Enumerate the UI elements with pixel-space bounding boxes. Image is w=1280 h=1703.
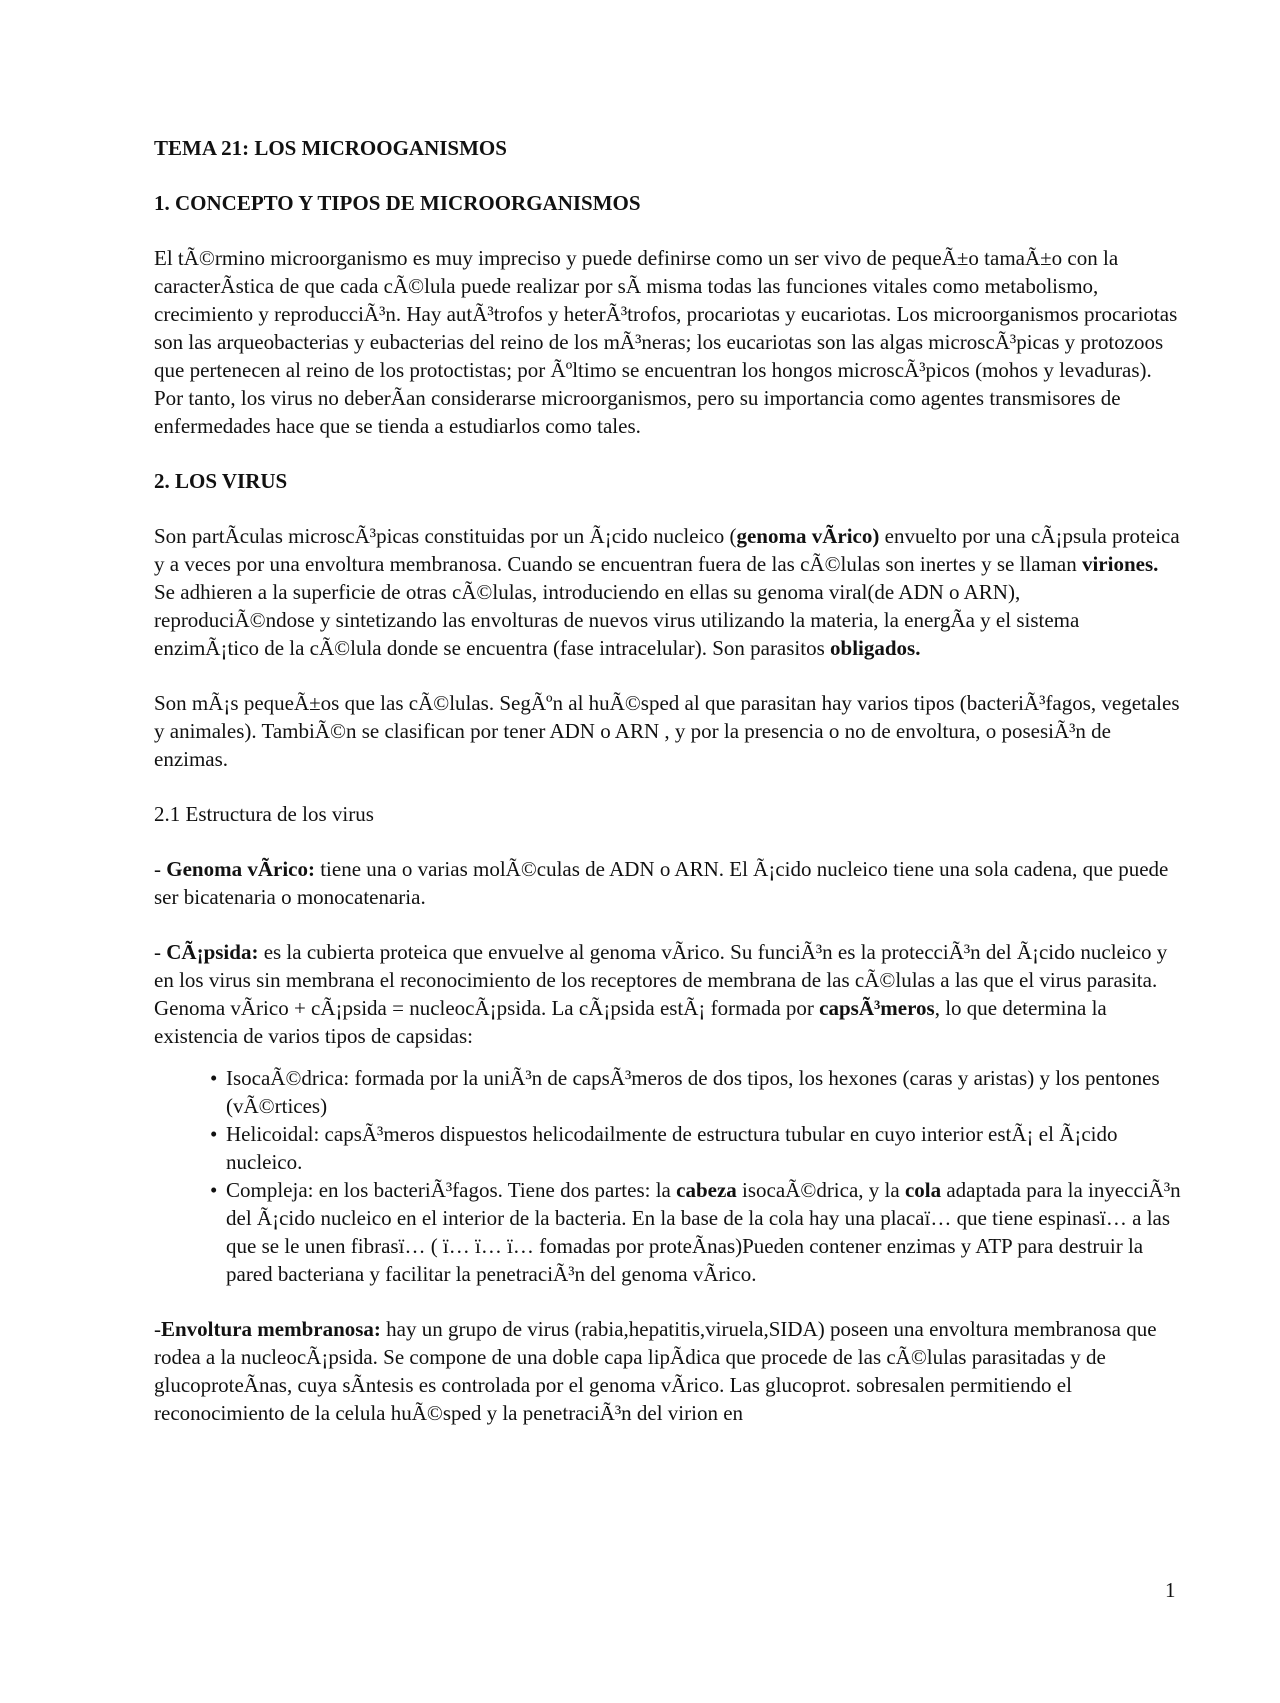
capsida-label: CÃ¡psida: [166, 940, 259, 964]
genoma-paragraph: - Genoma vÃrico: tiene una o varias molÃ©culas de ADN o ARN. El Ã¡cido nucleico tiene una sola cadena, que puede ser bicatenaria o monocatenaria. [154, 857, 1169, 909]
section-2-1-heading: 2.1 Estructura de los virus [154, 802, 374, 826]
envoltura-paragraph: -Envoltura membranosa: hay un grupo de virus (rabia,hepatitis,viruela,SIDA) poseen una envoltura membranosa que rodea a la nucleocÃ¡psida. Se compone de una doble capa lipÃdica que procede de las cÃ©lulas parasitadas y de glucoproteÃnas, cuya sÃntesis es controlada por el genoma vÃrico. Las glucoprot. sobresalen permitiendo el reconocimiento de la celula huÃ©sped y la penetraciÃ³n del virion en [154, 1317, 1157, 1425]
list-item-helicoidal: • Helicoidal: capsÃ³meros dispuestos helicodailmente de estructura tubular en cuyo interior estÃ¡ el Ã¡cido nucleico. [210, 1120, 1184, 1176]
capsida-paragraph: - CÃ¡psida: es la cubierta proteica que envuelve al genoma vÃrico. Su funciÃ³n es la protecciÃ³n del Ã¡cido nucleico y en los virus sin membrana el reconocimiento de los receptores de membrana de las cÃ©lulas a las que el virus parasita. Genoma vÃrico + cÃ¡psida = nucleocÃ¡psida. La cÃ¡psida estÃ¡ formada por capsÃ³meros, lo que determina la existencia de varios tipos de capsidas: [154, 940, 1168, 1048]
obligados-term: obligados. [830, 636, 921, 660]
section-2-paragraph-2: Son mÃ¡s pequeÃ±os que las cÃ©lulas. SegÃºn al huÃ©sped al que parasitan hay varios tipos (bacteriÃ³fagos, vegetales y animales). TambiÃ©n se clasifican por tener ADN o ARN , y por la presencia o no de envoltura, o posesiÃ³n de enzimas. [154, 691, 1180, 771]
page-content [154, 134, 1184, 1427]
genoma-label: Genoma vÃrico: [166, 857, 315, 881]
section-1-heading: 1. CONCEPTO Y TIPOS DE MICROORGANISMOS [154, 191, 641, 215]
cabeza-term: cabeza [676, 1178, 737, 1202]
list-item-isocaedrica: • IsocaÃ©drica: formada por la uniÃ³n de capsÃ³meros de dos tipos, los hexones (caras y aristas) y los pentones (vÃ©rtices) [210, 1064, 1184, 1120]
genoma-virico-term: genoma vÃrico) [736, 524, 880, 548]
page-number: 1 [1165, 1578, 1176, 1602]
viriones-term: viriones. [1081, 552, 1159, 576]
capsid-types-list [154, 1064, 1184, 1288]
section-2-paragraph-1: Son partÃculas microscÃ³picas constituidas por un Ã¡cido nucleico (genoma vÃrico) envuelto por una cÃ¡psula proteica y a veces por una envoltura membranosa. Cuando se encuentran fuera de las cÃ©lulas son inertes y se llaman viriones. Se adhieren a la superficie de otras cÃ©lulas, introduciendo en ellas su genoma viral(de ADN o ARN), reproduciÃ©ndose y sintetizando las envolturas de nuevos virus utilizando la materia, la energÃa y el sistema enzimÃ¡tico de la cÃ©lula donde se encuentra (fase intracelular). Son parasitos obligados. [154, 524, 1180, 660]
section-1-paragraph: El tÃ©rmino microorganismo es muy impreciso y puede definirse como un ser vivo de pequeÃ±o tamaÃ±o con la caracterÃstica de que cada cÃ©lula puede realizar por sÃ misma todas las funciones vitales como metabolismo, crecimiento y reproducciÃ³n. Hay autÃ³trofos y heterÃ³trofos, procariotas y eucariotas. Los microorganismos procariotas son las arqueobacterias y eubacterias del reino de los mÃ³neras; los eucariotas son las algas microscÃ³picas y protozoos que pertenecen al reino de los protoctistas; por Ãºltimo se encuentran los hongos microscÃ³picos (mohos y levaduras). Por tanto, los virus no deberÃan considerarse microorganismos, pero su importancia como agentes transmisores de enfermedades hace que se tienda a estudiarlos como tales. [154, 246, 1178, 438]
section-2-heading: 2. LOS VIRUS [154, 469, 288, 493]
cola-term: cola [904, 1178, 942, 1202]
envoltura-label: Envoltura membranosa: [161, 1317, 381, 1341]
capsomeros-term: capsÃ³meros [819, 996, 935, 1020]
document-title: TEMA 21: LOS MICROOGANISMOS [154, 136, 507, 160]
list-item-compleja: • Compleja: en los bacteriÃ³fagos. Tiene dos partes: la cabeza isocaÃ©drica, y la cola adaptada para la inyecciÃ³n del Ã¡cido nucleico en el interior de la bacteria. En la base de la cola hay una placaï… que tiene espinasï… a las que se le unen fibrasï… ( ï… ï… ï… fomadas por proteÃnas)Pueden contener enzimas y ATP para destruir la pared bacteriana y facilitar la penetraciÃ³n del genoma vÃrico. [210, 1176, 1184, 1288]
